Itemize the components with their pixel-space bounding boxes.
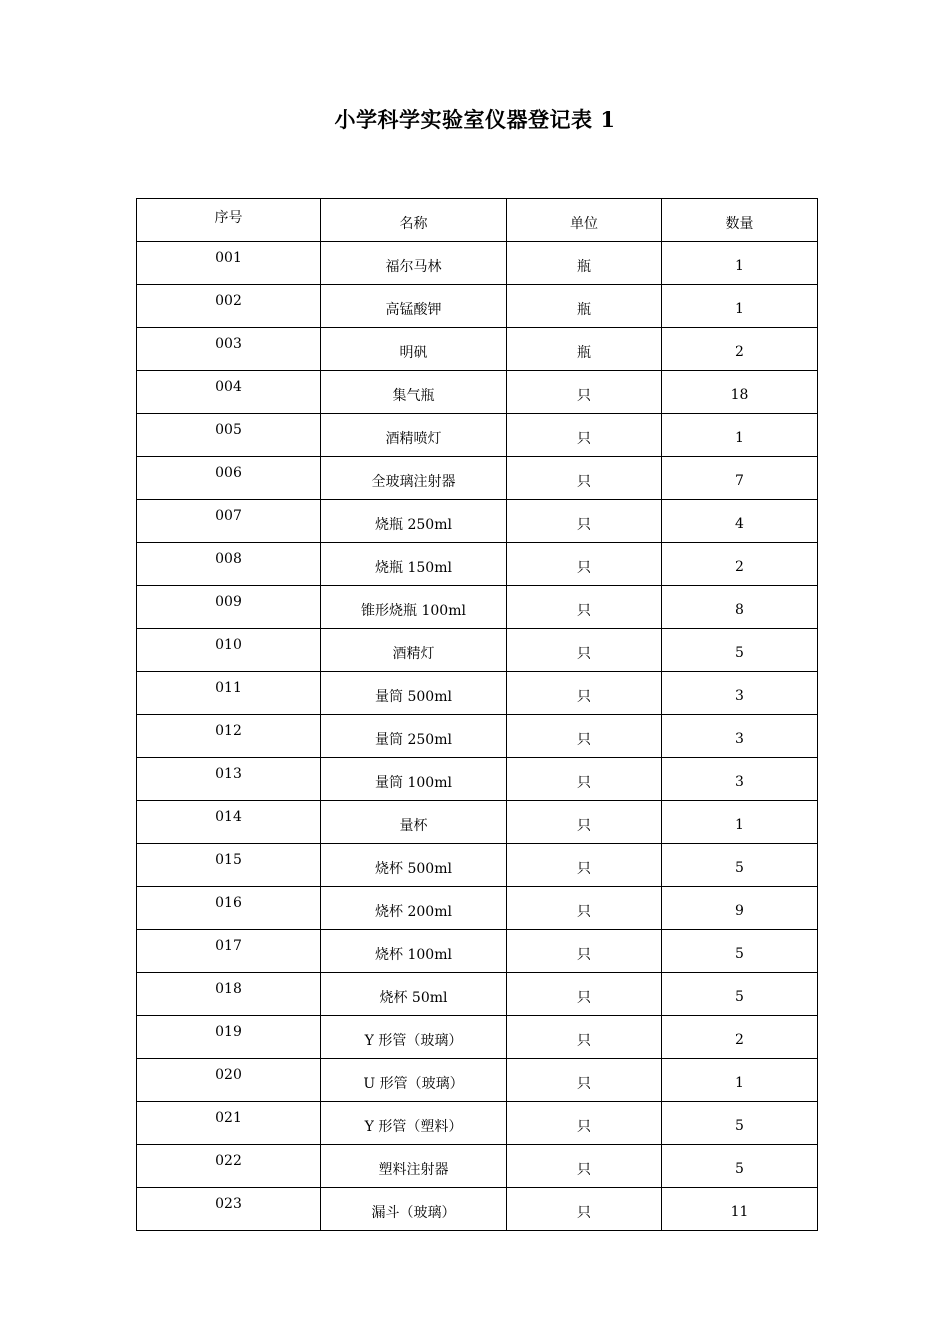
cell-name: U 形管（玻璃）	[321, 1059, 507, 1102]
header-unit: 单位	[507, 199, 662, 242]
cell-serial-number: 005	[137, 414, 321, 457]
instrument-register-table	[136, 198, 818, 1231]
cell-serial-number: 013	[137, 758, 321, 801]
cell-serial-number: 008	[137, 543, 321, 586]
table-row	[137, 715, 818, 758]
cell-name: 量杯	[321, 801, 507, 844]
table-row	[137, 973, 818, 1016]
cell-serial-number: 003	[137, 328, 321, 371]
header-name: 名称	[321, 199, 507, 242]
cell-quantity: 1	[662, 285, 818, 328]
cell-name: 福尔马林	[321, 242, 507, 285]
cell-name: 烧杯 100ml	[321, 930, 507, 973]
cell-serial-number: 002	[137, 285, 321, 328]
cell-serial-number: 012	[137, 715, 321, 758]
table-row	[137, 801, 818, 844]
cell-quantity: 5	[662, 844, 818, 887]
cell-quantity: 2	[662, 328, 818, 371]
cell-quantity: 3	[662, 715, 818, 758]
cell-unit: 只	[507, 414, 662, 457]
cell-quantity: 8	[662, 586, 818, 629]
table-row	[137, 887, 818, 930]
cell-serial-number: 010	[137, 629, 321, 672]
header-quantity: 数量	[662, 199, 818, 242]
cell-quantity: 2	[662, 1016, 818, 1059]
cell-quantity: 5	[662, 973, 818, 1016]
table-body	[137, 242, 818, 1231]
cell-name: 高锰酸钾	[321, 285, 507, 328]
cell-serial-number: 023	[137, 1188, 321, 1231]
cell-serial-number: 006	[137, 457, 321, 500]
cell-serial-number: 021	[137, 1102, 321, 1145]
cell-name: Y 形管（玻璃）	[321, 1016, 507, 1059]
cell-name: 量筒 100ml	[321, 758, 507, 801]
table-row	[137, 242, 818, 285]
cell-unit: 只	[507, 887, 662, 930]
table-row	[137, 285, 818, 328]
cell-serial-number: 016	[137, 887, 321, 930]
table-row	[137, 414, 818, 457]
cell-quantity: 11	[662, 1188, 818, 1231]
cell-unit: 只	[507, 1145, 662, 1188]
table-row	[137, 1059, 818, 1102]
table-row	[137, 328, 818, 371]
table-row	[137, 371, 818, 414]
page-title: 小学科学实验室仪器登记表 1	[334, 107, 616, 132]
header-serial-number: 序号	[137, 199, 321, 242]
cell-name: 烧杯 50ml	[321, 973, 507, 1016]
cell-quantity: 1	[662, 414, 818, 457]
cell-serial-number: 001	[137, 242, 321, 285]
cell-unit: 只	[507, 1102, 662, 1145]
cell-name: 全玻璃注射器	[321, 457, 507, 500]
cell-quantity: 7	[662, 457, 818, 500]
cell-quantity: 9	[662, 887, 818, 930]
cell-unit: 只	[507, 629, 662, 672]
table-row	[137, 543, 818, 586]
cell-name: 塑料注射器	[321, 1145, 507, 1188]
cell-unit: 只	[507, 715, 662, 758]
table-row	[137, 629, 818, 672]
table-row	[137, 1016, 818, 1059]
cell-unit: 只	[507, 371, 662, 414]
cell-name: 漏斗（玻璃）	[321, 1188, 507, 1231]
table-row	[137, 758, 818, 801]
cell-quantity: 5	[662, 629, 818, 672]
cell-name: 烧杯 500ml	[321, 844, 507, 887]
cell-name: 锥形烧瓶 100ml	[321, 586, 507, 629]
cell-serial-number: 011	[137, 672, 321, 715]
cell-unit: 只	[507, 500, 662, 543]
table-row	[137, 672, 818, 715]
cell-quantity: 5	[662, 1145, 818, 1188]
table-row	[137, 930, 818, 973]
cell-unit: 只	[507, 930, 662, 973]
cell-name: 酒精喷灯	[321, 414, 507, 457]
table-header-row	[137, 199, 818, 242]
cell-quantity: 4	[662, 500, 818, 543]
table-row	[137, 1145, 818, 1188]
cell-name: 量筒 250ml	[321, 715, 507, 758]
cell-quantity: 5	[662, 1102, 818, 1145]
cell-unit: 只	[507, 586, 662, 629]
cell-serial-number: 009	[137, 586, 321, 629]
cell-unit: 只	[507, 844, 662, 887]
cell-name: 烧瓶 250ml	[321, 500, 507, 543]
cell-unit: 只	[507, 1188, 662, 1231]
cell-serial-number: 014	[137, 801, 321, 844]
cell-quantity: 2	[662, 543, 818, 586]
table-row	[137, 1102, 818, 1145]
cell-quantity: 1	[662, 1059, 818, 1102]
cell-name: 烧瓶 150ml	[321, 543, 507, 586]
table-row	[137, 457, 818, 500]
cell-quantity: 5	[662, 930, 818, 973]
cell-quantity: 3	[662, 758, 818, 801]
table-row	[137, 586, 818, 629]
cell-serial-number: 018	[137, 973, 321, 1016]
cell-unit: 瓶	[507, 328, 662, 371]
table-row	[137, 844, 818, 887]
cell-unit: 只	[507, 457, 662, 500]
cell-serial-number: 020	[137, 1059, 321, 1102]
cell-serial-number: 004	[137, 371, 321, 414]
cell-unit: 只	[507, 1016, 662, 1059]
cell-quantity: 18	[662, 371, 818, 414]
cell-serial-number: 007	[137, 500, 321, 543]
cell-unit: 只	[507, 758, 662, 801]
cell-name: 烧杯 200ml	[321, 887, 507, 930]
table-row	[137, 1188, 818, 1231]
cell-quantity: 3	[662, 672, 818, 715]
cell-serial-number: 022	[137, 1145, 321, 1188]
cell-unit: 只	[507, 672, 662, 715]
cell-unit: 只	[507, 801, 662, 844]
cell-serial-number: 019	[137, 1016, 321, 1059]
table-row	[137, 500, 818, 543]
cell-name: 集气瓶	[321, 371, 507, 414]
cell-name: 酒精灯	[321, 629, 507, 672]
cell-unit: 只	[507, 1059, 662, 1102]
cell-serial-number: 015	[137, 844, 321, 887]
cell-serial-number: 017	[137, 930, 321, 973]
cell-name: Y 形管（塑料）	[321, 1102, 507, 1145]
cell-quantity: 1	[662, 242, 818, 285]
cell-unit: 瓶	[507, 242, 662, 285]
cell-unit: 只	[507, 973, 662, 1016]
cell-name: 量筒 500ml	[321, 672, 507, 715]
cell-unit: 瓶	[507, 285, 662, 328]
cell-quantity: 1	[662, 801, 818, 844]
cell-name: 明矾	[321, 328, 507, 371]
cell-unit: 只	[507, 543, 662, 586]
